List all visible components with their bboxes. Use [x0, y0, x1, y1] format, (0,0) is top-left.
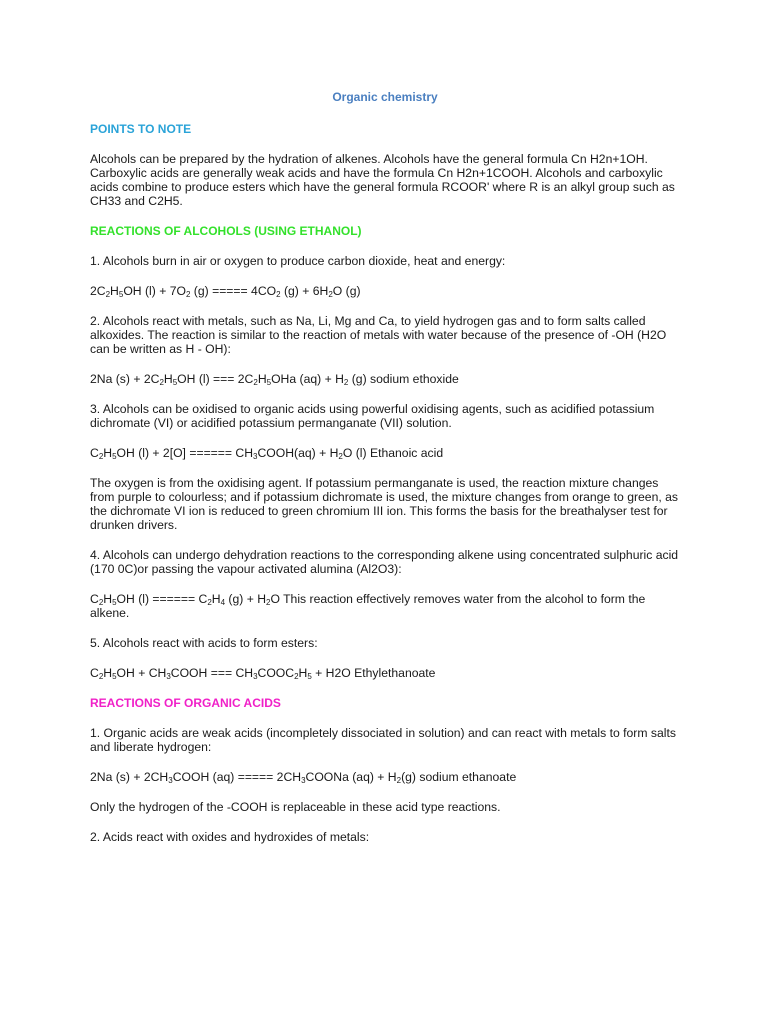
heading-reactions-of-organic-acids: REACTIONS OF ORGANIC ACIDS [90, 696, 281, 710]
acid-point-2: 2. Acids react with oxides and hydroxides of metals: [90, 830, 370, 844]
oxidising-agent-paragraph: The oxygen is from the oxidising agent. If potassium permanganate is used, the reaction mixture changes from purple to colourless; and if potassium dichromate is used, the mixture changes from orange to green, as the dichromate VI ion is reduced to green chromium III ion. This forms the basis for the breathalyser test for drunken drivers. [90, 476, 679, 532]
alcohol-point-1: 1. Alcohols burn in air or oxygen to produce carbon dioxide, heat and energy: [90, 254, 506, 268]
equation-sodium-ethanoate: 2Na $(s) + 2CH_3COOH$ (aq) ===== $2CH_3COONa$ $(aq) + H_2(g)$ sodium ethanoate [90, 770, 517, 785]
equation-esterification: $C_2H_5OH$ + $CH_3COOH$ === $CH_3COOC_2H_5 + H2O$ Ethylethanoate [90, 666, 436, 681]
cooh-hydrogen-note: Only the hydrogen of the -COOH is replaceable in these acid type reactions. [90, 800, 501, 814]
alcohol-point-5: 5. Alcohols react with acids to form esters: [90, 636, 318, 650]
alcohol-point-4: 4. Alcohols can undergo dehydration reactions to the corresponding alkene using concentrated sulphuric acid (170 0C)or passing the vapour activated alumina (Al2O3): [90, 548, 679, 576]
alcohol-point-3: 3. Alcohols can be oxidised to organic acids using powerful oxidising agents, such as acidified potassium dichromate (VI) or acidified potassium permanganate (VII) solution. [90, 402, 655, 430]
heading-points-to-note: POINTS TO NOTE [90, 122, 192, 136]
alcohol-point-2: 2. Alcohols react with metals, such as Na, Li, Mg and Ca, to yield hydrogen gas and to form salts called alkoxides. The reaction is similar to the reaction of metals with water because of the presence of -OH (H2O can be written as H - OH): [90, 314, 667, 356]
intro-paragraph: Alcohols can be prepared by the hydration of alkenes. Alcohols have the general formula Cn H2n+1OH. Carboxylic acids are generally weak acids and have the formula Cn H2n+1COOH. Alcohols and carboxylic acids combine to produce esters which have the general formula RCOOR' where R is an alkyl group such as CH33 and C2H5. [90, 152, 675, 208]
equation-dehydration: $C_2H_5OH$ (l) ====== $C_2H_4$ $(g) + H_2O$ This reaction effectively removes water from the alcohol to form the alkene. [90, 592, 646, 620]
heading-reactions-of-alcohols: REACTIONS OF ALCOHOLS (USING ETHANOL) [90, 224, 362, 238]
page-title: Organic chemistry [332, 90, 438, 104]
equation-ethanoic-acid: $C_2H_5OH$ (l) + 2[O] ====== $CH_3COOH(aq) + H_2O$ (l) Ethanoic acid [90, 446, 444, 461]
equation-combustion: $2C_2H_5OH$ $(l) + 7O_2$ (g) ===== $4CO_2$ $(g) + 6H_2O$ (g) [90, 284, 361, 299]
equation-sodium-ethoxide: 2Na $(s) + 2C_2H_5OH$ (l) === $2C_2H_5OHa$ $(aq) + H_2$ (g) sodium ethoxide [90, 372, 459, 387]
acid-point-1: 1. Organic acids are weak acids (incompletely dissociated in solution) and can react with metals to form salts and liberate hydrogen: [90, 726, 676, 754]
